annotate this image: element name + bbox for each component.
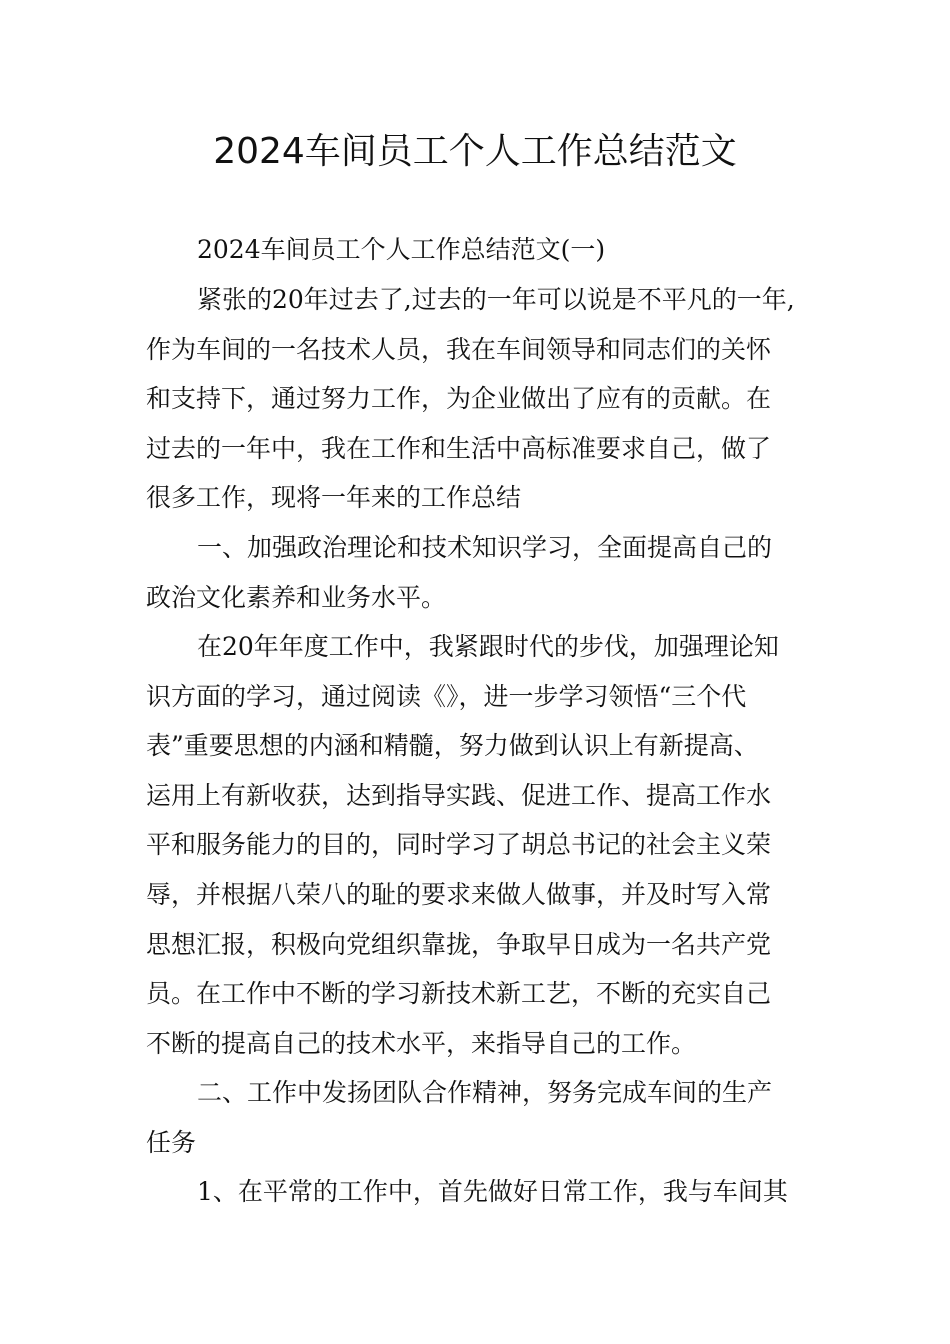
paragraph-line: 过去的一年中，我在工作和生活中高标准要求自己，做了 [146,434,772,463]
paragraph-line: 1、在平常的工作中，首先做好日常工作，我与车间其 [197,1177,788,1206]
paragraph-line: 识方面的学习，通过阅读《》，进一步学习领悟“三个代 [146,682,747,711]
paragraph-line: 平和服务能力的目的，同时学习了胡总书记的社会主义荣 [146,830,772,859]
paragraph-line: 任务 [146,1128,197,1157]
document-title: 2024车间员工个人工作总结范文 [213,131,737,172]
paragraph-line: 不断的提高自己的技术水平，来指导自己的工作。 [146,1029,697,1058]
section-heading: 2024车间员工个人工作总结范文(一) [197,235,606,264]
paragraph-line: 很多工作，现将一年来的工作总结 [146,483,522,512]
paragraph-line: 紧张的20年过去了,过去的一年可以说是不平凡的一年, [197,285,795,314]
paragraph-line: 和支持下，通过努力工作，为企业做出了应有的贡献。在 [146,384,772,413]
paragraph-line: 一、加强政治理论和技术知识学习，全面提高自己的 [197,533,773,562]
paragraph-line: 政治文化素养和业务水平。 [146,583,447,612]
paragraph-line: 思想汇报，积极向党组织靠拢，争取早日成为一名共产党 [146,930,772,959]
paragraph-line: 辱，并根据八荣八的耻的要求来做人做事，并及时写入常 [146,880,772,909]
paragraph-line: 表”重要思想的内涵和精髓，努力做到认识上有新提高、 [146,731,759,760]
paragraph-line: 在20年年度工作中，我紧跟时代的步伐，加强理论知 [197,632,779,661]
paragraph-line: 运用上有新收获，达到指导实践、促进工作、提高工作水 [146,781,772,810]
paragraph-line: 二、工作中发扬团队合作精神，努务完成车间的生产 [197,1078,773,1107]
paragraph-line: 员。在工作中不断的学习新技术新工艺，不断的充实自己 [146,979,772,1008]
paragraph-line: 作为车间的一名技术人员，我在车间领导和同志们的关怀 [146,335,772,364]
